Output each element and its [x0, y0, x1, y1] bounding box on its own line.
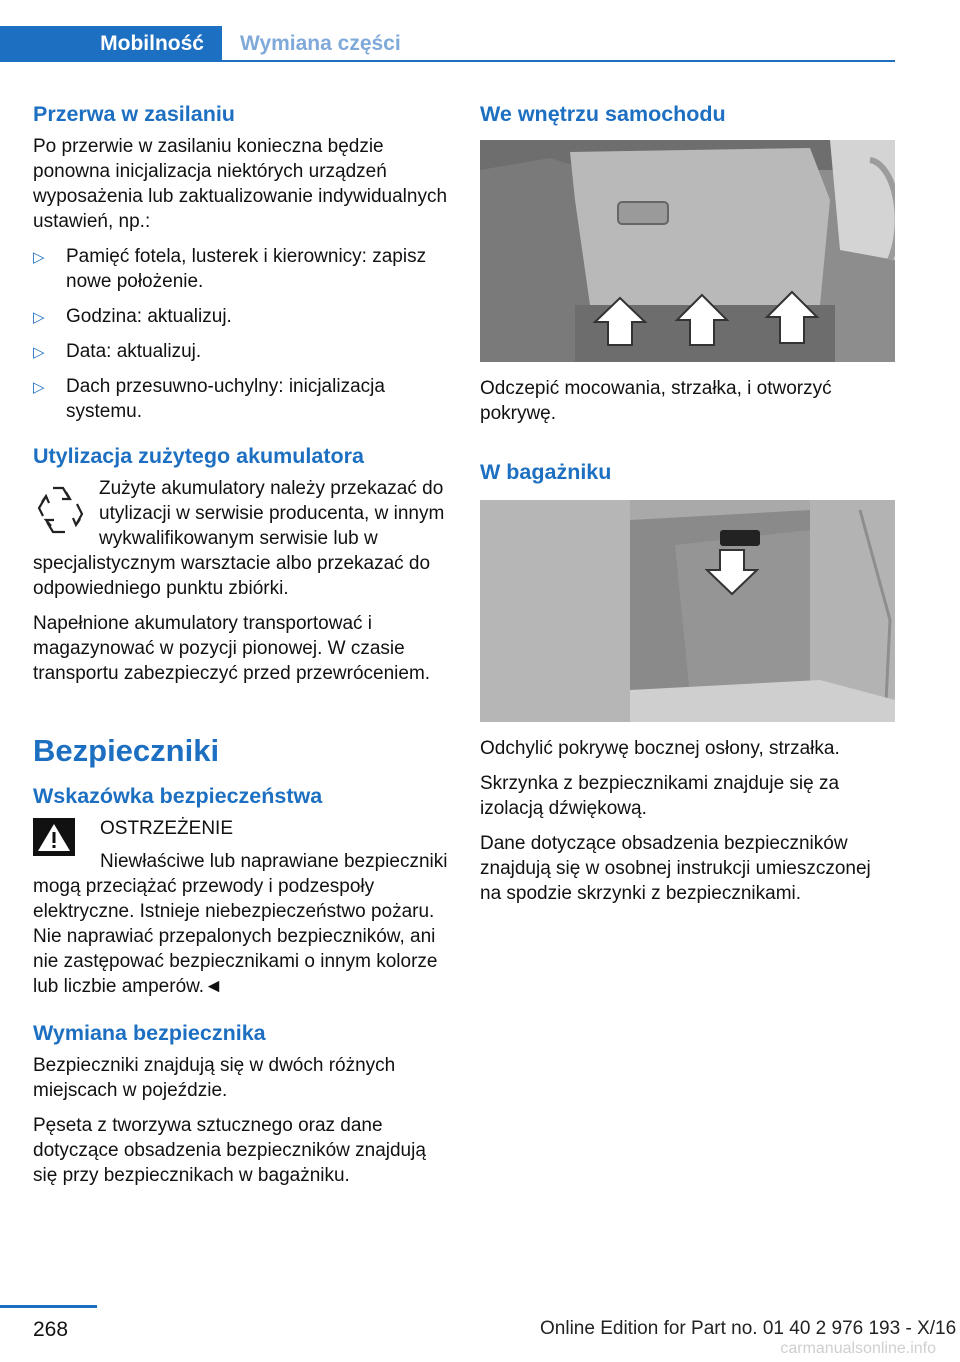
warning-triangle-icon [33, 818, 75, 856]
tab-mobilnosc[interactable]: Mobilność [0, 26, 222, 62]
list-item: ▷ Dach przesuwno-uchylny: inicjalizacja systemu. [33, 376, 385, 422]
edition-text: Online Edition for Part no. 01 40 2 976 193 - X/16 [540, 1318, 957, 1339]
watermark: carmanualsonline.info [780, 1340, 936, 1357]
paragraph-data: Dane dotyczące obsadzenia bezpieczników znajdują się w osobnej instrukcji umieszczonej na spodzie skrzynki z bezpiecznikami. [480, 833, 871, 904]
glovebox-photo [480, 140, 895, 362]
list-item: ▷ Pamięć fotela, lusterek i kierownicy: zapisz nowe położenie. [33, 246, 427, 292]
list-item: ▷ Data: aktualizuj. [33, 339, 449, 364]
paragraph-power-outage: Po przerwie w zasilaniu konieczna będzie ponowna inicjalizacja niektórych urządzeń wyposażenia lub zaktualizowanie indywidualnych ustawień, np.: [33, 136, 448, 232]
bullet-triangle-icon: ▷ [33, 344, 45, 361]
heading-fuses: Bezpieczniki [33, 733, 220, 768]
header-divider [0, 60, 895, 62]
paragraph-interior: Odczepić mocowania, strzałka, i otworzyć pokrywę. [480, 378, 832, 424]
warning-text: Niewłaściwe lub naprawiane bezpieczniki mogą przeciążać przewody i podzespoły elektryczne. Istnieje niebezpieczeństwo pożaru. Nie naprawiać przepalonych bezpieczników, ani nie zastępować bezpiecznikami o innym kolorze lub liczbie amperów.◄ [33, 851, 448, 997]
heading-replace-fuse: Wymiana bezpiecznika [33, 1021, 266, 1045]
left-column [33, 100, 449, 1198]
header-tabs [0, 26, 895, 64]
bullet-triangle-icon: ▷ [33, 249, 45, 266]
heading-interior: We wnętrzu samochodu [480, 102, 726, 126]
page-number: 268 [33, 1318, 69, 1341]
paragraph-replace-1: Bezpieczniki znajdują się w dwóch różnych miejscach w pojeździe. [33, 1055, 396, 1101]
heading-battery-disposal: Utylizacja zużytego akumulatora [33, 444, 364, 468]
trunk-panel-photo [480, 500, 895, 722]
recycle-icon [33, 480, 89, 540]
heading-safety-note: Wskazówka bezpieczeństwa [33, 784, 323, 808]
heading-power-outage: Przerwa w zasilaniu [33, 102, 235, 126]
paragraph-fusebox: Skrzynka z bezpiecznikami znajduje się za izolacją dźwiękową. [480, 773, 840, 819]
warning-block [33, 816, 449, 999]
paragraph-transport: Napełnione akumulatory transportować i magazynować w pozycji pionowej. W czasie transportu zabezpieczyć przed przewróceniem. [33, 613, 431, 684]
warning-label: OSTRZEŻENIE [100, 818, 234, 839]
reset-list [33, 244, 449, 424]
paragraph-disposal: Zużyte akumulatory należy przekazać do utylizacji w serwisie producenta, w innym wykwalifikowanym serwisie lub w specjalistycznym warsztacie albo przekazać do odpowiedniego punktu zbiórki. [33, 478, 445, 599]
disposal-block [33, 476, 449, 601]
heading-trunk: W bagażniku [480, 460, 612, 484]
tab-wymiana-czesci[interactable]: Wymiana części [240, 32, 401, 55]
bullet-triangle-icon: ▷ [33, 309, 45, 326]
footer-divider [0, 1305, 97, 1308]
right-column [480, 100, 896, 916]
paragraph-replace-2: Pęseta z tworzywa sztucznego oraz dane dotyczące obsadzenia bezpieczników znajdują się przy bezpiecznikach w bagażniku. [33, 1115, 426, 1186]
bullet-triangle-icon: ▷ [33, 379, 45, 396]
paragraph-trunk: Odchylić pokrywę bocznej osłony, strzałka. [480, 738, 840, 759]
list-item: ▷ Godzina: aktualizuj. [33, 304, 449, 329]
